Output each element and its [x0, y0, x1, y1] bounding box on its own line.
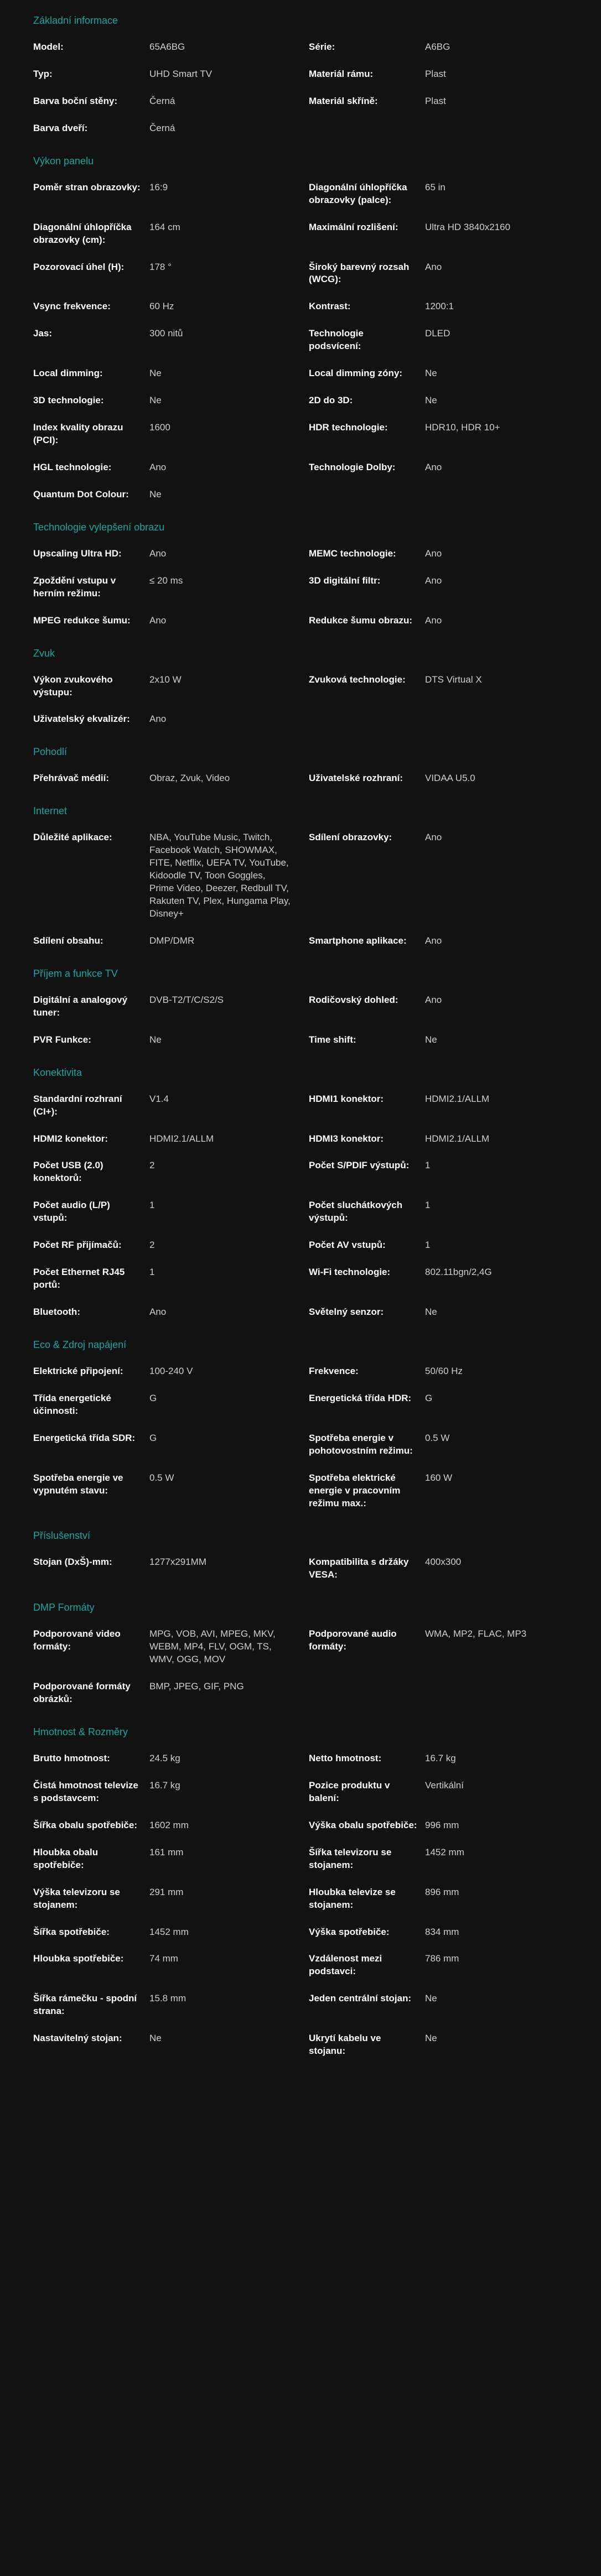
spec-value: 74 mm	[149, 1953, 178, 1964]
spec-value: BMP, JPEG, GIF, PNG	[149, 1681, 244, 1692]
spec-value: VIDAA U5.0	[425, 773, 475, 784]
spec-value: 1200:1	[425, 301, 454, 312]
spec-label: Energetická třída HDR:	[309, 1392, 412, 1403]
spec-label: Ukrytí kabelu ve stojanu:	[309, 2033, 381, 2057]
spec-value: HDR10, HDR 10+	[425, 422, 500, 433]
spec-value: Ne	[149, 1034, 162, 1045]
spec-row	[309, 68, 568, 81]
spec-row	[33, 1886, 292, 1912]
spec-label: Sdílení obrazovky:	[309, 832, 392, 843]
spec-row	[309, 1239, 568, 1252]
spec-row	[309, 1034, 568, 1047]
spec-value: Ano	[425, 548, 442, 559]
spec-label: 3D digitální filtr:	[309, 575, 381, 586]
spec-label: Stojan (DxŠ)-mm:	[33, 1557, 112, 1568]
spec-grid	[33, 1093, 568, 1319]
spec-label: Poměr stran obrazovky:	[33, 181, 141, 192]
spec-value: 1	[149, 1200, 155, 1211]
spec-row	[309, 831, 568, 920]
spec-row	[33, 831, 292, 920]
spec-label: Série:	[309, 41, 335, 52]
spec-row	[33, 1034, 292, 1047]
spec-row	[33, 394, 292, 407]
spec-value: 300 nitů	[149, 328, 183, 339]
spec-label: Barva boční stěny:	[33, 95, 118, 106]
spec-value: 178 °	[149, 261, 172, 272]
spec-label: Hloubka televize se stojanem:	[309, 1886, 396, 1910]
spec-label: Jas:	[33, 328, 53, 339]
spec-value: 400x300	[425, 1557, 462, 1568]
spec-value: 786 mm	[425, 1953, 459, 1964]
spec-grid	[33, 1556, 568, 1581]
spec-row	[309, 2032, 568, 2058]
spec-value: Ne	[425, 1034, 437, 1045]
spec-row	[309, 1886, 568, 1912]
spec-label: Materiál skříně:	[309, 95, 378, 106]
spec-label: Brutto hmotnost:	[33, 1753, 110, 1763]
spec-row	[33, 1953, 292, 1978]
spec-value: Ne	[425, 368, 437, 379]
spec-value: A6BG	[425, 41, 450, 52]
spec-row	[309, 935, 568, 948]
spec-row	[33, 181, 292, 207]
spec-label: Pozorovací úhel (H):	[33, 261, 125, 272]
spec-label: Hloubka spotřebiče:	[33, 1953, 124, 1964]
spec-label: Podporované audio formáty:	[309, 1628, 397, 1652]
spec-value: G	[149, 1392, 157, 1403]
spec-grid	[33, 674, 568, 726]
spec-label: Počet Ethernet RJ45 portů:	[33, 1267, 125, 1290]
spec-label: Počet audio (L/P) vstupů:	[33, 1200, 110, 1224]
spec-row	[33, 935, 292, 948]
spec-row	[309, 994, 568, 1019]
section-title: Hmotnost & Rozměry	[33, 1726, 128, 1737]
section-title: Konektivita	[33, 1066, 82, 1078]
spec-label: Čistá hmotnost televize s podstavcem:	[33, 1779, 138, 1803]
spec-label: Kompatibilita s držáky VESA:	[309, 1557, 409, 1580]
spec-row	[309, 1133, 568, 1146]
spec-row	[33, 2032, 292, 2058]
spec-row	[309, 1432, 568, 1458]
spec-value: UHD Smart TV	[149, 68, 213, 79]
spec-label: PVR Funkce:	[33, 1034, 91, 1045]
spec-row	[309, 575, 568, 600]
spec-value: 60 Hz	[149, 301, 174, 312]
spec-label: 2D do 3D:	[309, 395, 353, 406]
spec-label: Počet AV vstupů:	[309, 1240, 386, 1251]
spec-row	[309, 367, 568, 380]
spec-value: DMP/DMR	[149, 935, 195, 946]
spec-row	[309, 1306, 568, 1319]
spec-value: 15.8 mm	[149, 1993, 186, 2004]
spec-label: Výška obalu spotřebiče:	[309, 1819, 417, 1830]
spec-label: Upscaling Ultra HD:	[33, 548, 122, 559]
spec-label: Energetická třída SDR:	[33, 1432, 136, 1443]
spec-value: 160 W	[425, 1472, 453, 1483]
spec-row	[33, 994, 292, 1019]
spec-row	[33, 68, 292, 81]
spec-row	[33, 1556, 292, 1581]
spec-label: Bluetooth:	[33, 1307, 80, 1317]
spec-label: Počet USB (2.0) konektorů:	[33, 1160, 103, 1184]
spec-row	[309, 674, 568, 699]
spec-row	[33, 1133, 292, 1146]
spec-row	[33, 1432, 292, 1458]
spec-row	[33, 713, 292, 726]
spec-label: Local dimming:	[33, 368, 103, 379]
spec-label: Rodičovský dohled:	[309, 994, 398, 1005]
spec-row	[309, 41, 568, 54]
spec-label: Quantum Dot Colour:	[33, 488, 129, 499]
spec-row	[309, 615, 568, 627]
spec-value: DLED	[425, 328, 450, 339]
spec-label: Spotřeba energie ve vypnutém stavu:	[33, 1472, 123, 1496]
spec-value: Ultra HD 3840x2160	[425, 221, 511, 232]
spec-value: Ano	[425, 461, 442, 472]
section-title: Základní informace	[33, 15, 118, 26]
spec-label: Diagonální úhlopříčka obrazovky (palce):	[309, 181, 407, 205]
spec-label: Uživatelský ekvalizér:	[33, 714, 130, 725]
spec-label: Time shift:	[309, 1034, 356, 1045]
spec-grid	[33, 181, 568, 501]
spec-value: 164 cm	[149, 221, 180, 232]
spec-row	[309, 1365, 568, 1378]
spec-row	[309, 122, 568, 135]
spec-row	[309, 1846, 568, 1872]
spec-label: Diagonální úhlopříčka obrazovky (cm):	[33, 221, 132, 245]
section-title: Internet	[33, 805, 68, 817]
spec-label: Maximální rozlišení:	[309, 221, 398, 232]
spec-label: Výkon zvukového výstupu:	[33, 674, 113, 698]
spec-label: 3D technologie:	[33, 395, 104, 406]
spec-value: DTS Virtual X	[425, 674, 482, 685]
spec-label: Netto hmotnost:	[309, 1753, 382, 1763]
spec-label: Důležité aplikace:	[33, 832, 112, 843]
spec-row	[309, 548, 568, 560]
spec-value: 2	[149, 1240, 155, 1251]
spec-label: Počet S/PDIF výstupů:	[309, 1160, 410, 1171]
spec-row	[33, 1306, 292, 1319]
spec-value: Ano	[425, 261, 442, 272]
spec-label: Počet RF přijímačů:	[33, 1240, 122, 1251]
spec-grid	[33, 1365, 568, 1510]
spec-row	[309, 488, 568, 501]
spec-row	[309, 394, 568, 407]
spec-value: Ano	[425, 615, 442, 626]
spec-row	[33, 772, 292, 785]
spec-row	[309, 1752, 568, 1765]
spec-row	[33, 1992, 292, 2018]
spec-label: Spotřeba energie v pohotovostním režimu:	[309, 1432, 413, 1456]
spec-value: 802.11bgn/2,4G	[425, 1267, 492, 1278]
spec-label: Barva dveří:	[33, 122, 88, 133]
spec-value: HDMI2.1/ALLM	[425, 1093, 490, 1104]
spec-value: Černá	[149, 95, 175, 106]
spec-row	[33, 615, 292, 627]
spec-row	[309, 181, 568, 207]
spec-value: Černá	[149, 122, 175, 133]
spec-value: 996 mm	[425, 1819, 459, 1830]
spec-value: Plast	[425, 68, 446, 79]
spec-value: Ano	[425, 994, 442, 1005]
spec-value: 1	[425, 1160, 431, 1171]
spec-row	[33, 1472, 292, 1510]
spec-label: HGL technologie:	[33, 461, 112, 472]
section-title: Výkon panelu	[33, 155, 94, 166]
spec-row	[33, 261, 292, 287]
spec-value: 1452 mm	[425, 1846, 464, 1857]
spec-row	[33, 1365, 292, 1378]
spec-value: 1	[149, 1267, 155, 1278]
spec-value: Ano	[149, 548, 167, 559]
spec-value: Ne	[425, 1307, 437, 1317]
spec-value: 0.5 W	[425, 1432, 450, 1443]
spec-row	[33, 327, 292, 353]
spec-value: 50/60 Hz	[425, 1365, 463, 1376]
spec-label: Světelný senzor:	[309, 1307, 384, 1317]
spec-label: Šířka televizoru se stojanem:	[309, 1846, 392, 1870]
spec-value: 1	[425, 1200, 431, 1211]
spec-label: HDR technologie:	[309, 422, 388, 433]
spec-row	[309, 1392, 568, 1418]
spec-value: 1	[425, 1240, 431, 1251]
spec-label: Local dimming zóny:	[309, 368, 403, 379]
spec-row	[309, 221, 568, 247]
spec-value: ≤ 20 ms	[149, 575, 183, 586]
spec-value: 2	[149, 1160, 155, 1171]
section-title: Technologie vylepšení obrazu	[33, 521, 165, 533]
spec-value: 291 mm	[149, 1886, 184, 1897]
spec-value: Plast	[425, 95, 446, 106]
spec-label: Vzdálenost mezi podstavci:	[309, 1953, 382, 1977]
spec-value: MPG, VOB, AVI, MPEG, MKV, WEBM, MP4, FLV, OGM, TS, WMV, OGG, MOV	[149, 1628, 276, 1665]
spec-value: 16.7 kg	[425, 1753, 456, 1763]
spec-value: 1600	[149, 422, 170, 433]
section-title: DMP Formáty	[33, 1602, 95, 1614]
spec-row	[33, 421, 292, 447]
spec-label: Šířka rámečku - spodní strana:	[33, 1993, 137, 2017]
spec-label: Výška spotřebiče:	[309, 1926, 390, 1937]
spec-value: 1602 mm	[149, 1819, 189, 1830]
spec-row	[33, 300, 292, 313]
spec-row	[309, 300, 568, 313]
spec-label: Redukce šumu obrazu:	[309, 615, 413, 626]
spec-label: Model:	[33, 41, 64, 52]
spec-row	[309, 1992, 568, 2018]
spec-row	[33, 1239, 292, 1252]
spec-label: Elektrické připojení:	[33, 1365, 123, 1376]
spec-label: Výška televizoru se stojanem:	[33, 1886, 120, 1910]
spec-value: Ano	[149, 461, 167, 472]
spec-row	[33, 122, 292, 135]
spec-row	[33, 1159, 292, 1185]
spec-label: HDMI1 konektor:	[309, 1093, 384, 1104]
spec-label: MPEG redukce šumu:	[33, 615, 131, 626]
spec-label: Kontrast:	[309, 301, 351, 312]
spec-value: Ne	[425, 395, 437, 406]
spec-grid	[33, 1628, 568, 1706]
spec-row	[309, 1159, 568, 1185]
spec-row	[309, 1472, 568, 1510]
spec-value: 161 mm	[149, 1846, 184, 1857]
spec-row	[309, 95, 568, 108]
spec-value: Ano	[149, 714, 167, 725]
spec-value: Ano	[149, 615, 167, 626]
spec-label: Technologie podsvícení:	[309, 328, 364, 352]
spec-value: DVB-T2/T/C/S2/S	[149, 994, 224, 1005]
spec-value: Obraz, Zvuk, Video	[149, 773, 230, 784]
spec-label: Šířka spotřebiče:	[33, 1926, 110, 1937]
spec-label: Nastavitelný stojan:	[33, 2033, 122, 2044]
spec-grid	[33, 831, 568, 948]
spec-row	[33, 1846, 292, 1872]
spec-label: Šířka obalu spotřebiče:	[33, 1819, 137, 1830]
spec-label: Smartphone aplikace:	[309, 935, 407, 946]
spec-value: Ne	[149, 368, 162, 379]
spec-value: Ano	[425, 832, 442, 843]
spec-row	[309, 1953, 568, 1978]
spec-label: HDMI3 konektor:	[309, 1133, 384, 1144]
spec-row	[309, 1779, 568, 1805]
spec-label: MEMC technologie:	[309, 548, 396, 559]
spec-value: G	[149, 1432, 157, 1443]
spec-label: Uživatelské rozhraní:	[309, 773, 403, 784]
spec-row	[33, 461, 292, 474]
section-title: Pohodlí	[33, 746, 68, 758]
spec-row	[33, 1819, 292, 1832]
spec-value: 100-240 V	[149, 1365, 193, 1376]
spec-row	[33, 674, 292, 699]
spec-label: Zvuková technologie:	[309, 674, 406, 685]
spec-value: 65 in	[425, 181, 445, 192]
spec-value: Ne	[149, 488, 162, 499]
spec-label: Typ:	[33, 68, 53, 79]
spec-value: Ne	[425, 1993, 437, 2004]
spec-value: HDMI2.1/ALLM	[425, 1133, 490, 1144]
spec-label: Digitální a analogový tuner:	[33, 994, 128, 1018]
spec-row	[33, 221, 292, 247]
spec-row	[309, 1556, 568, 1581]
spec-row	[33, 1199, 292, 1225]
spec-value: Ano	[425, 935, 442, 946]
spec-row	[309, 1199, 568, 1225]
spec-row	[33, 1752, 292, 1765]
spec-label: Index kvality obrazu (PCI):	[33, 422, 123, 445]
spec-grid	[33, 548, 568, 627]
spec-label: Sdílení obsahu:	[33, 935, 103, 946]
spec-value: 0.5 W	[149, 1472, 174, 1483]
spec-label: Přehrávač médií:	[33, 773, 110, 784]
spec-row	[33, 1926, 292, 1939]
spec-label: Počet sluchátkových výstupů:	[309, 1200, 403, 1224]
spec-value: 16:9	[149, 181, 168, 192]
spec-row	[309, 1266, 568, 1292]
spec-label: Podporované formáty obrázků:	[33, 1681, 131, 1705]
spec-row	[33, 1779, 292, 1805]
spec-row	[309, 1628, 568, 1666]
section-title: Zvuk	[33, 647, 55, 659]
spec-value: Ano	[425, 575, 442, 586]
spec-label: Standardní rozhraní (CI+):	[33, 1093, 122, 1117]
spec-label: Široký barevný rozsah (WCG):	[309, 261, 410, 285]
spec-value: 834 mm	[425, 1926, 459, 1937]
spec-label: Jeden centrální stojan:	[309, 1993, 412, 2004]
spec-label: Wi-Fi technologie:	[309, 1267, 391, 1278]
spec-row	[309, 1819, 568, 1832]
spec-row	[309, 1680, 568, 1706]
spec-label: Pozice produktu v balení:	[309, 1779, 390, 1803]
spec-label: Materiál rámu:	[309, 68, 374, 79]
spec-label: Vsync frekvence:	[33, 301, 111, 312]
spec-value: 16.7 kg	[149, 1779, 180, 1791]
spec-row	[309, 1926, 568, 1939]
spec-label: Třída energetické účinnosti:	[33, 1392, 111, 1416]
spec-value: Ne	[149, 395, 162, 406]
spec-row	[309, 461, 568, 474]
spec-label: Podporované video formáty:	[33, 1628, 121, 1652]
spec-label: Spotřeba elektrické energie v pracovním režimu max.:	[309, 1472, 401, 1508]
spec-row	[309, 421, 568, 447]
spec-label: HDMI2 konektor:	[33, 1133, 108, 1144]
spec-value: Ne	[149, 2033, 162, 2044]
spec-grid	[33, 772, 568, 785]
spec-row	[309, 1093, 568, 1118]
spec-row	[33, 1680, 292, 1706]
spec-value: 1277x291MM	[149, 1557, 207, 1568]
spec-row	[33, 1628, 292, 1666]
spec-row	[309, 327, 568, 353]
spec-value: HDMI2.1/ALLM	[149, 1133, 214, 1144]
spec-row	[33, 575, 292, 600]
spec-value: NBA, YouTube Music, Twitch, Facebook Watch, SHOWMAX, FITE, Netflix, UEFA TV, YouTube, Kidoodle TV, Toon Goggles, Prime Video, Deezer, Redbull TV, Rakuten TV, Plex, Hungama Play, Disney+	[149, 832, 291, 919]
spec-value: WMA, MP2, FLAC, MP3	[425, 1628, 527, 1640]
spec-value: Ne	[425, 2033, 437, 2044]
spec-label: Zpoždění vstupu v herním režimu:	[33, 575, 116, 599]
spec-row	[33, 41, 292, 54]
spec-label: Hloubka obalu spotřebiče:	[33, 1846, 99, 1870]
spec-value: 24.5 kg	[149, 1753, 180, 1763]
spec-row	[33, 95, 292, 108]
spec-value: V1.4	[149, 1093, 169, 1104]
spec-grid	[33, 994, 568, 1047]
spec-value: 2x10 W	[149, 674, 182, 685]
spec-row	[33, 1392, 292, 1418]
section-title: Příslušenství	[33, 1530, 91, 1542]
spec-grid	[33, 41, 568, 135]
spec-row	[33, 548, 292, 560]
spec-row	[33, 1093, 292, 1118]
spec-value: G	[425, 1392, 433, 1403]
spec-label: Frekvence:	[309, 1365, 359, 1376]
spec-value: Vertikální	[425, 1779, 464, 1791]
spec-row	[33, 367, 292, 380]
spec-value: Ano	[149, 1307, 167, 1317]
spec-row	[309, 772, 568, 785]
spec-row	[309, 713, 568, 726]
section-title: Eco & Zdroj napájení	[33, 1339, 127, 1350]
spec-row	[309, 261, 568, 287]
spec-value: 1452 mm	[149, 1926, 189, 1937]
spec-value: 896 mm	[425, 1886, 459, 1897]
spec-row	[33, 488, 292, 501]
section-title: Příjem a funkce TV	[33, 967, 118, 979]
spec-grid	[33, 1752, 568, 2058]
spec-value: 65A6BG	[149, 41, 185, 52]
spec-label: Technologie Dolby:	[309, 461, 396, 472]
spec-row	[33, 1266, 292, 1292]
